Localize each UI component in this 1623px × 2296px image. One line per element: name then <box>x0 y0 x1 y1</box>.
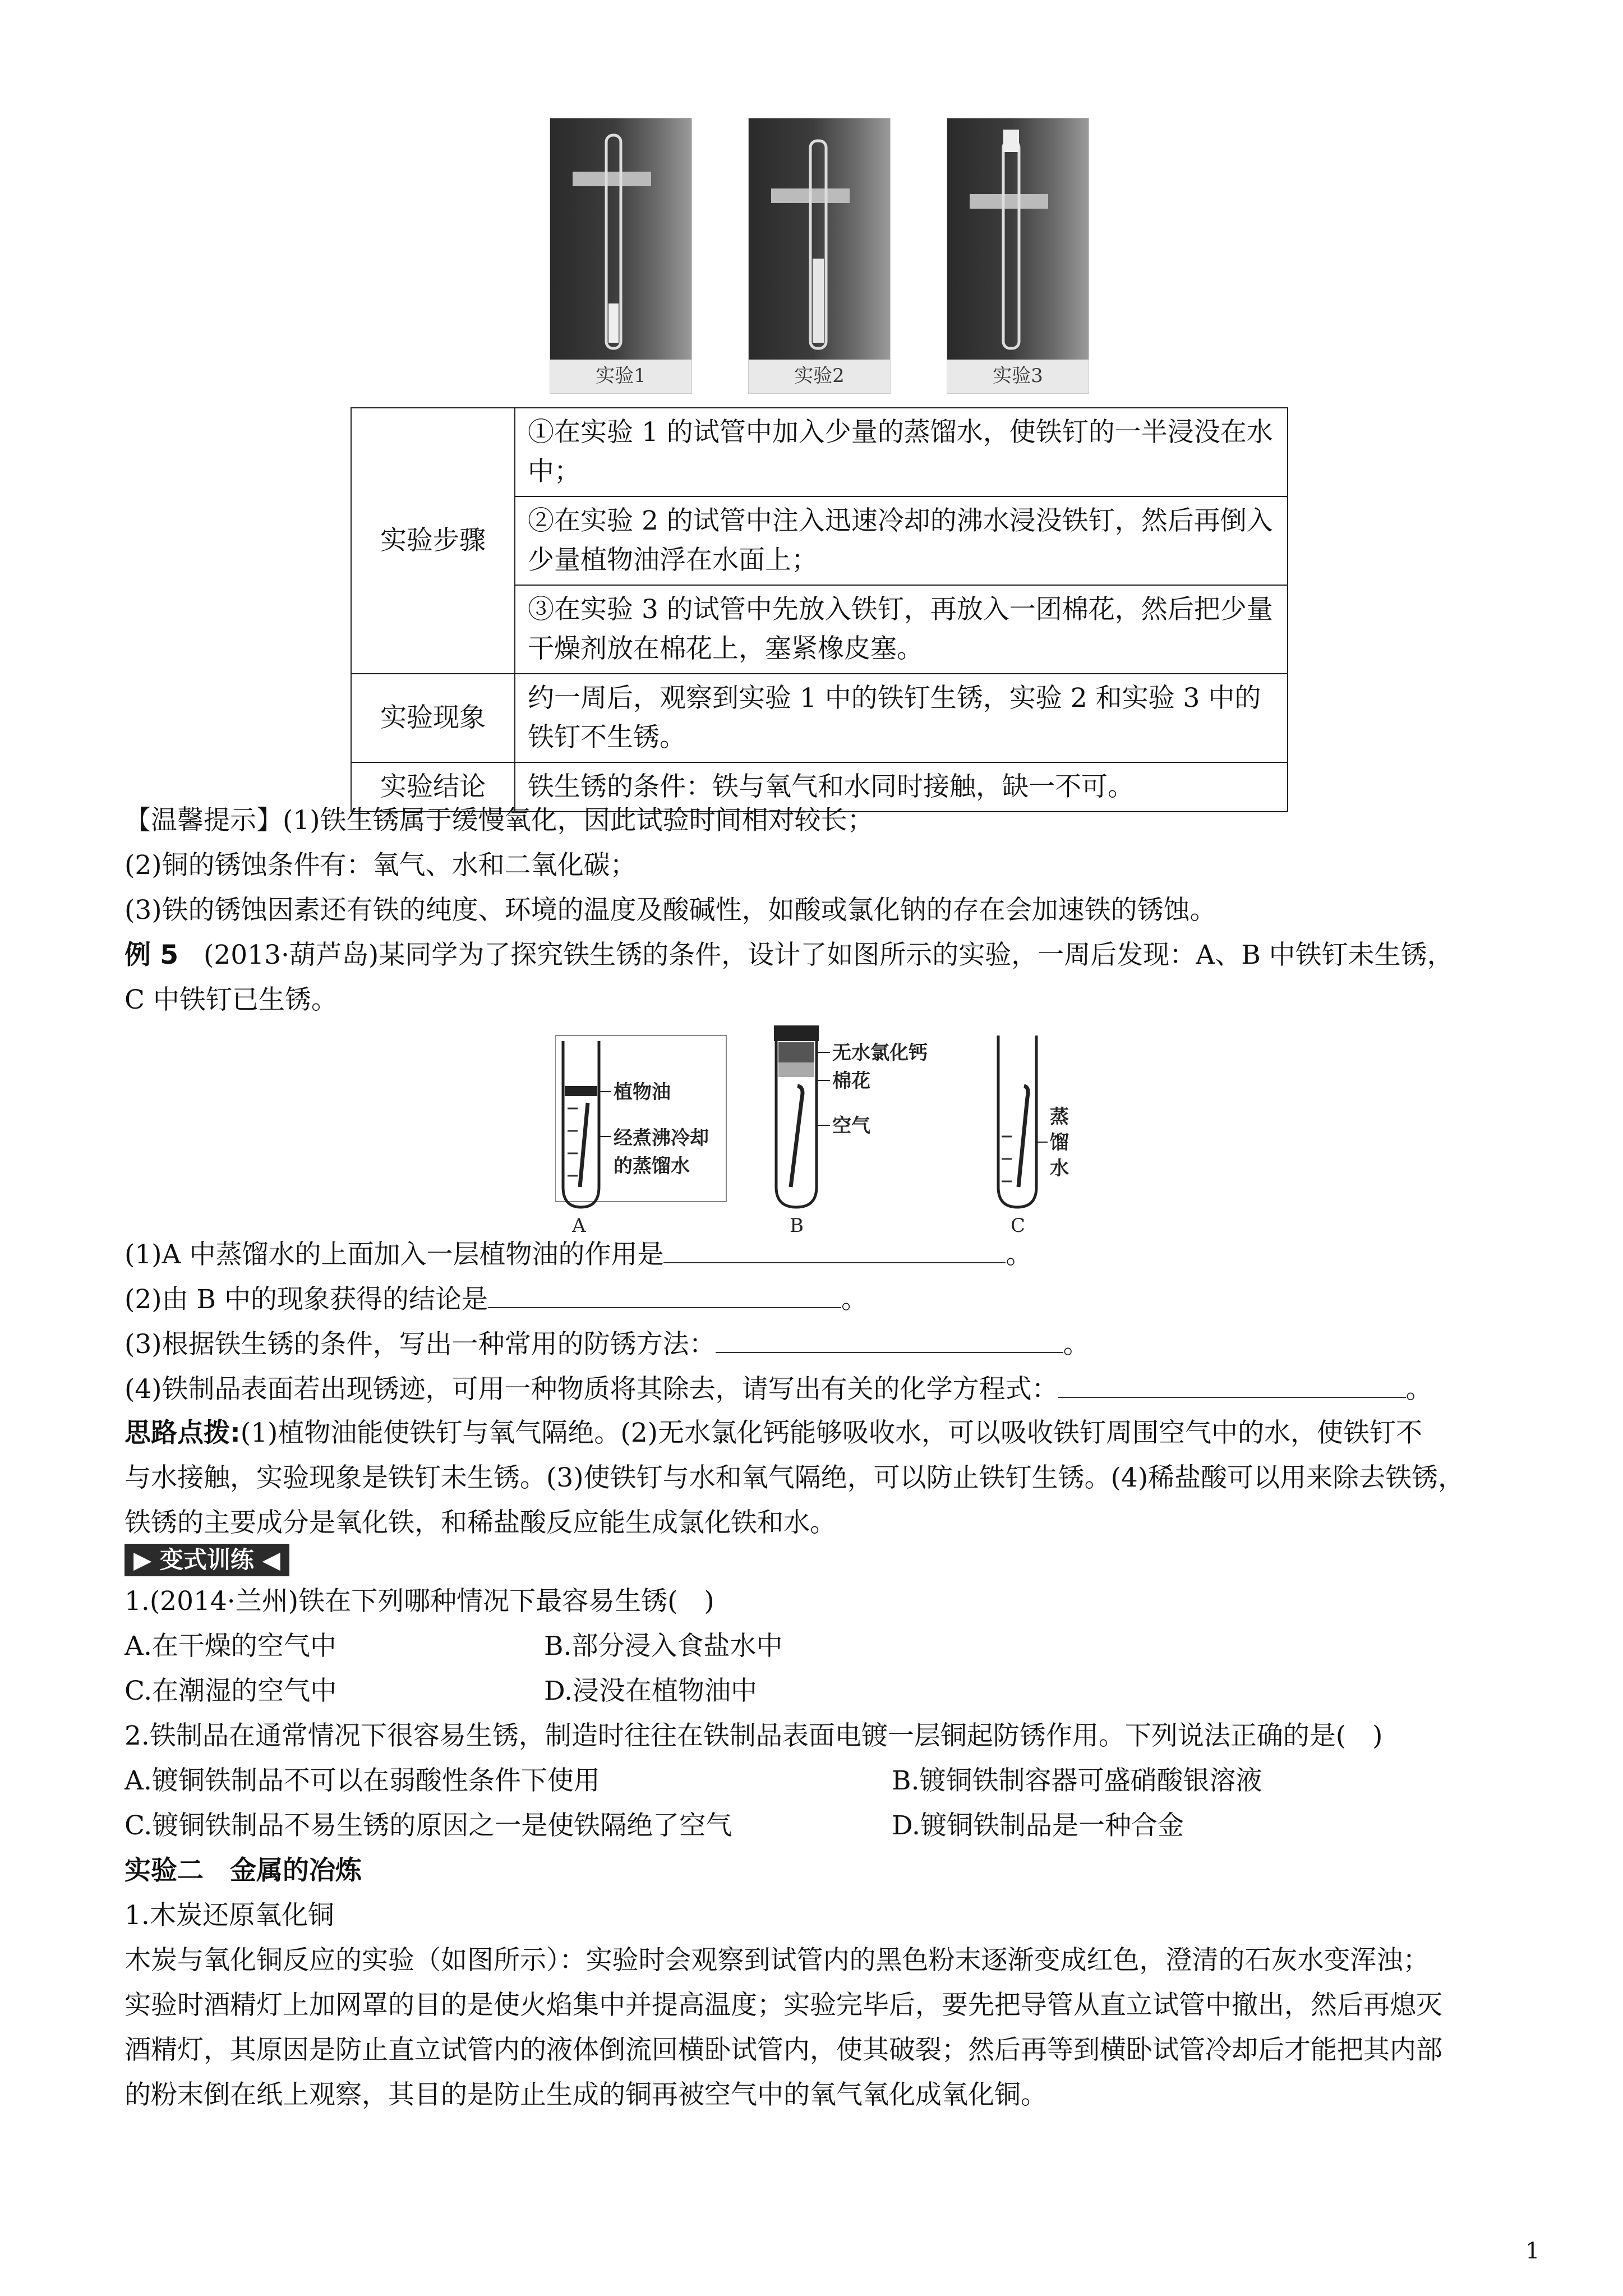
answer-blank[interactable] <box>488 1279 841 1308</box>
table-cell: ②在实验 2 的试管中注入迅速冷却的沸水浸没铁钉，然后再倒入少量植物油浮在水面上； <box>515 496 1288 585</box>
table-cell: ①在实验 1 的试管中加入少量的蒸馏水，使铁钉的一半浸没在水中； <box>515 408 1288 496</box>
table-head-conclusion: 实验结论 <box>351 762 515 812</box>
exercise-2-stem: 2.铁制品在通常情况下很容易生锈，制造时往往在铁制品表面电镀一层铜起防锈作用。下列说法正确的是( ) <box>125 1720 1383 1751</box>
tips-line-1: 【温馨提示】(1)铁生锈属于缓慢氧化，因此试验时间相对较长； <box>125 805 874 836</box>
label-calcium-chloride: 无水氯化钙 <box>832 1042 928 1064</box>
hint-line-3: 铁锈的主要成分是氧化铁，和稀盐酸反应能生成氯化铁和水。 <box>125 1507 836 1538</box>
example-label: 例 5 <box>125 940 179 970</box>
hint-line-2: 与水接触，实验现象是铁钉未生锈。(3)使铁钉与水和氧气隔绝，可以防止铁钉生锈。(4)稀盐酸可以用来除去铁锈， <box>125 1462 1465 1493</box>
experiment-2-paragraph-2: 实验时酒精灯上加网罩的目的是使火焰集中并提高温度；实验完毕后，要先把导管从直立试管中撤出，然后再熄灭 <box>125 1990 1442 2021</box>
question-2: (2)由 B 中的现象获得的结论是 。 <box>125 1279 868 1319</box>
photo-caption: 实验3 <box>993 365 1043 387</box>
test-tube-clamp-icon <box>749 118 890 360</box>
label-distilled-water-2: 馏 <box>1050 1131 1069 1154</box>
test-tube-clamp-icon <box>550 118 691 360</box>
question-3: (3)根据铁生锈的条件，写出一种常用的防锈方法： 。 <box>125 1324 1090 1364</box>
table-row <box>351 674 1288 762</box>
table-cell: ③在实验 3 的试管中先放入铁钉，再放入一团棉花，然后把少量干燥剂放在棉花上，塞紧橡皮塞。 <box>515 585 1288 674</box>
tips-line-2: (2)铜的锈蚀条件有：氧气、水和二氧化碳； <box>125 850 637 881</box>
label-boiled-water-2: 的蒸馏水 <box>614 1155 690 1177</box>
tips-line-3: (3)铁的锈蚀因素还有铁的纯度、环境的温度及酸碱性，如酸或氯化钠的存在会加速铁的锈蚀。 <box>125 895 1216 926</box>
hint-line-1: 思路点拨:(1)植物油能使铁钉与氧气隔绝。(2)无水氯化钙能够吸收水，可以吸收铁钉周围空气中的水，使铁钉不 <box>125 1418 1422 1448</box>
experiment-2-paragraph-3: 酒精灯，其原因是防止直立试管内的液体倒流回横卧试管内，使其破裂；然后再等到横卧试管冷却后才能把其内部 <box>125 2035 1442 2065</box>
hint-label: 思路点拨: <box>125 1418 241 1448</box>
test-tube-clamp-icon <box>947 118 1089 360</box>
experiment-2-paragraph-4: 的粉末倒在纸上观察，其目的是防止生成的铜再被空气中的氧气氧化成氧化铜。 <box>125 2079 1047 2110</box>
exercise-1-option-d[interactable]: D.浸没在植物油中 <box>544 1676 757 1706</box>
answer-blank[interactable] <box>663 1234 1006 1263</box>
answer-blank[interactable] <box>716 1324 1063 1353</box>
table-head-steps: 实验步骤 <box>351 408 515 674</box>
question-4: (4)铁制品表面若出现锈迹，可用一种物质将其除去，请写出有关的化学方程式： 。 <box>125 1369 1432 1409</box>
exercise-1-option-b[interactable]: B.部分浸入食盐水中 <box>544 1631 783 1662</box>
page-number: 1 <box>1525 2238 1540 2264</box>
experiment-2-subtitle: 1.木炭还原氧化铜 <box>125 1900 334 1931</box>
rust-experiment-diagram <box>555 1024 1077 1233</box>
test-tube-a <box>555 1036 726 1233</box>
exercise-1-option-a[interactable]: A.在干燥的空气中 <box>125 1631 336 1662</box>
tube-name-b: B <box>790 1214 804 1233</box>
experiment-2-title: 实验二 金属的冶炼 <box>125 1855 362 1886</box>
experiment-2-paragraph-1: 木炭与氧化铜反应的实验（如图所示）：实验时会观察到试管内的黑色粉末逐渐变成红色，澄清的石灰水变浑浊； <box>125 1945 1430 1976</box>
label-distilled-water-3: 水 <box>1050 1157 1069 1180</box>
table-head-phenomenon: 实验现象 <box>351 674 515 762</box>
photo-experiment-3 <box>947 118 1089 394</box>
tube-name-a: A <box>572 1214 586 1233</box>
photo-experiment-1 <box>550 118 692 394</box>
exercise-2-option-d[interactable]: D.镀铜铁制品是一种合金 <box>892 1810 1184 1841</box>
label-oil: 植物油 <box>614 1081 671 1103</box>
label-boiled-water-1: 经煮沸冷却 <box>614 1127 709 1149</box>
exercise-1-option-c[interactable]: C.在潮湿的空气中 <box>125 1676 337 1706</box>
test-tube-c <box>998 1036 1069 1233</box>
table-row <box>351 408 1288 496</box>
tips-label: 【温馨提示】 <box>125 805 283 836</box>
question-1: (1)A 中蒸馏水的上面加入一层植物油的作用是 。 <box>125 1234 1032 1274</box>
label-air: 空气 <box>832 1115 870 1137</box>
label-distilled-water-1: 蒸 <box>1050 1106 1069 1128</box>
table-cell: 约一周后，观察到实验 1 中的铁钉生锈，实验 2 和实验 3 中的铁钉不生锈。 <box>515 674 1288 762</box>
photo-caption: 实验1 <box>596 365 646 387</box>
tube-name-c: C <box>1011 1214 1026 1233</box>
photo-caption: 实验2 <box>794 365 845 387</box>
test-tube-b <box>774 1025 928 1233</box>
photo-experiment-2 <box>748 118 891 394</box>
example-5-line-2: C 中铁钉已生锈。 <box>125 984 338 1015</box>
experiment-table <box>351 407 1288 812</box>
example-5-line-1: 例 5 (2013·葫芦岛)某同学为了探究铁生锈的条件，设计了如图所示的实验，一周后发现：A、B 中铁钉未生锈， <box>125 940 1454 970</box>
exercise-2-option-a[interactable]: A.镀铜铁制品不可以在弱酸性条件下使用 <box>125 1765 600 1796</box>
table-cell: 铁生锈的条件：铁与氧气和水同时接触，缺一不可。 <box>515 762 1288 812</box>
exercise-2-option-b[interactable]: B.镀铜铁制容器可盛硝酸银溶液 <box>892 1765 1262 1796</box>
label-cotton: 棉花 <box>832 1070 870 1092</box>
answer-blank[interactable] <box>1058 1369 1406 1398</box>
exercise-1-stem: 1.(2014·兰州)铁在下列哪种情况下最容易生锈( ) <box>125 1586 714 1617</box>
exercise-2-option-c[interactable]: C.镀铜铁制品不易生锈的原因之一是使铁隔绝了空气 <box>125 1810 732 1841</box>
section-tag-variant-training: ▶ 变式训练 ◀ <box>125 1544 289 1576</box>
